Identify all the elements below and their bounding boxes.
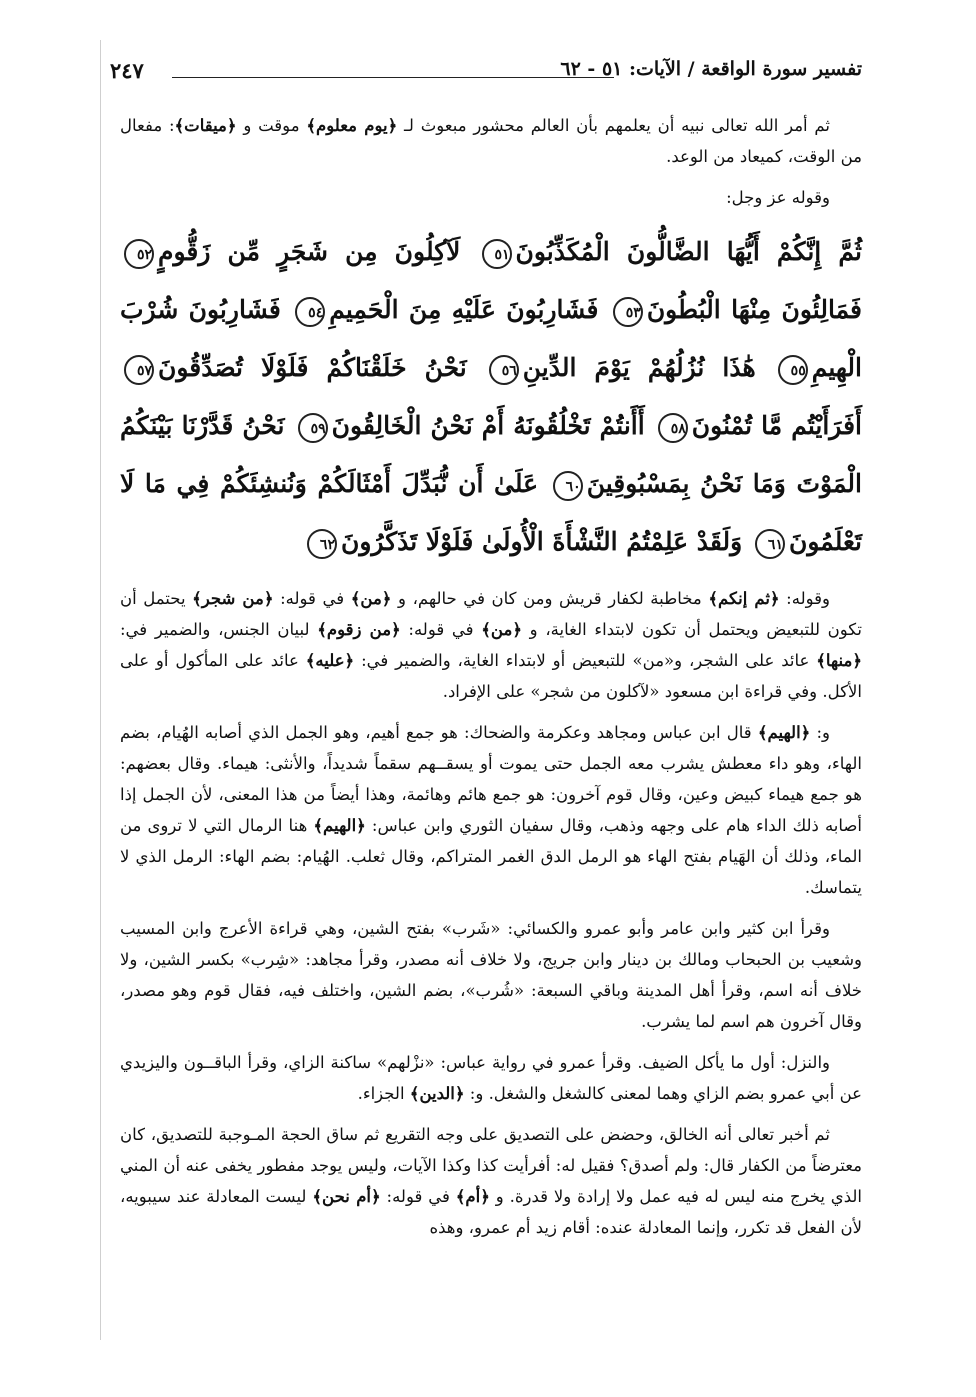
text-run: يحتمل أن تكون للتبعيض ويحتمل أن تكون لابتداء الغاية، و	[120, 589, 863, 639]
verse-text: فَشَارِبُونَ شُرْبَ الْهِيمِ	[120, 295, 862, 382]
quote-term: ﴿منها﴾	[816, 651, 862, 670]
running-title: تفسير سورة الواقعة / الآيات: ٥١ - ٦٢	[560, 58, 862, 80]
text-run: لبيان الجنس، والضمير في:	[120, 620, 318, 639]
text-run: في قوله:	[273, 589, 351, 608]
text-run: قال ابن عباس ومجاهد وعكرمة والضحاك: هو جمع أهيم، وهو الجمل الذي أصابه الهُيام، بضم الهاء، وهو داء معطش يشرب معه الجمل حتى يموت أو يسقــهم سقماً شديداً، والأنثى: هيماء. وقال بعضهم: هو جمع هيماء كبيض وعين، وقال قوم آخرون: هو جمع هائم وهائمة، وهذا أيضاً من هذا المعنى، لأن الجمل إذا أصابه ذلك الداء هام على وجهه وذهب، وقال سفيان الثوري وابن عباس:	[120, 723, 863, 835]
gutter-line	[100, 40, 101, 1340]
intro-paragraph	[120, 110, 862, 172]
aya-number-marker: ٥٥	[778, 355, 808, 385]
text-run: والنزل: أول ما يأكل الضيف. وقرأ عمرو في رواية عباس: «نزْلهم» ساكنة الزاي، وقرأ الباقــون واليزيدي عن أبي عمرو بضم الزاي وهما لمعنى كالشغل والشغل. و:	[120, 1053, 862, 1103]
verse-text: فَمَالِئُونَ مِنْهَا الْبُطُونَ	[646, 295, 862, 324]
quote-term: ﴿الهيم﴾	[757, 723, 811, 742]
verse-text: نَحْنُ قَدَّرْنَا بَيْنَكُمُ الْمَوْتَ وَمَا نَحْنُ بِمَسْبُوقِينَ	[120, 411, 862, 498]
body-text	[120, 110, 862, 1253]
text-run: عائد على المأكول أو على الأكل. وفي قراءة ابن مسعود «لآكلون من شجر» على الإفراد.	[120, 651, 862, 701]
aya-number-marker: ٥٤	[295, 297, 325, 327]
quote-term: ﴿أم نحن﴾	[312, 1187, 381, 1206]
quote-term: ﴿من﴾	[350, 589, 392, 608]
commentary-paragraph: وقرأ ابن كثير وابن عامر وأبو عمرو والكسائي: «شَرب» بفتح الشين، وهي قراءة الأعرج وابن المسيب وشعيب بن الحبحاب ومالك بن دينار وابن جريج، ولا خلاف أنه مصدر، وقرأ مجاهد: «شِرب» بكسر الشين، ولا خلاف أنه اسم، وقرأ أهل المدينة وباقي السبعة: «شُرب»، بضم الشين، واختلف فيه، فقال قوم وهو مصدر، وقال آخرون هم اسم لما يشرب.	[120, 919, 862, 1031]
commentary-paragraph	[120, 583, 862, 707]
aya-number-marker: ٥٩	[298, 413, 328, 443]
verse-intro: وقوله عز وجل:	[726, 188, 830, 207]
text-run: في قوله:	[400, 620, 482, 639]
text-run: وقوله:	[779, 589, 830, 608]
verse-text: نَحْنُ خَلَقْنَاكُمْ فَلَوْلَا تُصَدِّقُونَ	[158, 353, 467, 382]
verse-text: هَٰذَا نُزُلُهُمْ يَوْمَ الدِّينِ	[522, 353, 756, 382]
text-run: ثم أخبر تعالى أنه الخالق، وحضض على التصديق على وجه التقريع ثم ساق الحجة المـوجبة للتصديق، كان معترضاً من الكفار قال: ولم أصدق؟ فقيل له: أفرأيت كذا وكذا الآيات، وليس يوجد مفطور يخفى عنه أن المني الذي يخرج منه ليس له فيه عمل ولا إرادة ولا قدرة. و	[120, 1125, 862, 1206]
commentary-paragraph	[120, 1047, 862, 1109]
verse-text: لَآكِلُونَ مِن شَجَرٍ مِّن زَقُّومٍ	[158, 237, 461, 266]
verse-text: أَأَنتُمْ تَخْلُقُونَهُ أَمْ نَحْنُ الْخَالِقُونَ	[331, 411, 645, 440]
aya-number-marker: ٥١	[482, 239, 512, 269]
quran-verses	[120, 223, 862, 571]
quote-term: ﴿عليه﴾	[305, 651, 355, 670]
text-run: : مفعال من الوقت، كميعاد من الوعد.	[120, 116, 862, 166]
text-run: الجزاء.	[357, 1084, 410, 1103]
quote-term: ﴿أم﴾	[455, 1187, 490, 1206]
aya-number-marker: ٥٨	[658, 413, 688, 443]
quote-term: ﴿الهيم﴾	[313, 816, 366, 835]
text-run: ليست المعادلة عند سيبويه، لأن الفعل قد تكرر، وإنما المعادلة عنده: أقام زيد أم عمرو، وهذه	[120, 1187, 862, 1237]
verse-text: أَفَرَأَيْتُم مَّا تُمْنُونَ	[691, 411, 862, 440]
text-run: موقت و	[236, 116, 307, 135]
verse-text: فَشَارِبُونَ عَلَيْهِ مِنَ الْحَمِيمِ	[329, 295, 599, 324]
aya-number-marker: ٦١	[755, 529, 785, 559]
quote-term: ﴿من زقوم﴾	[317, 620, 401, 639]
aya-number-marker: ٦٠	[553, 471, 583, 501]
text-run: في قوله:	[380, 1187, 456, 1206]
quote-term: ﴿الدين﴾	[409, 1084, 465, 1103]
quote-term: ﴿ميقات﴾	[174, 116, 237, 135]
aya-number-marker: ٥٢	[124, 239, 154, 269]
text-run: و:	[810, 723, 831, 742]
aya-number-marker: ٥٧	[124, 355, 154, 385]
quote-term: ﴿من﴾	[481, 620, 522, 639]
commentary-paragraph	[120, 717, 862, 903]
text-run: مخاطبة لكفار قريش ومن كان في حالهم، و	[391, 589, 709, 608]
verse-text: ثُمَّ إِنَّكُمْ أَيُّهَا الضَّالُّونَ الْمُكَذِّبُونَ	[515, 237, 862, 266]
verse-text: عَلَىٰ أَن نُّبَدِّلَ أَمْثَالَكُمْ وَنُنشِئَكُمْ فِي مَا لَا تَعْلَمُونَ	[120, 469, 862, 556]
page-number: ٢٤٧	[110, 58, 144, 83]
aya-number-marker: ٦٢	[307, 529, 337, 559]
verse-text: وَلَقَدْ عَلِمْتُمُ النَّشْأَةَ الْأُولَىٰ فَلَوْلَا تَذَكَّرُونَ	[340, 527, 743, 556]
aya-number-marker: ٥٣	[613, 297, 643, 327]
header-rule	[172, 77, 614, 78]
aya-number-marker: ٥٦	[489, 355, 519, 385]
text-run: ثم أمر الله تعالى نبيه أن يعلمهم بأن العالم محشور مبعوث لـ	[397, 116, 830, 135]
page-header	[110, 58, 862, 92]
quote-term: ﴿يوم معلوم﴾	[306, 116, 398, 135]
commentary-paragraph	[120, 1119, 862, 1243]
quote-term: ﴿من شجر﴾	[192, 589, 274, 608]
text-run: عائد على الشجر، و«من» للتبعيض أو لابتداء الغاية، والضمير في:	[354, 651, 817, 670]
quote-term: ﴿ثم إنكم﴾	[708, 589, 780, 608]
text-run: هنا الرمال التي لا تروى من الماء، وذلك أن الهَيام بفتح الهاء هو الرمل الدق الغمر المتراكم، وقال ثعلب. الهُيام: بضم الهاء: الرمل الذي لا يتماسك.	[120, 816, 862, 897]
